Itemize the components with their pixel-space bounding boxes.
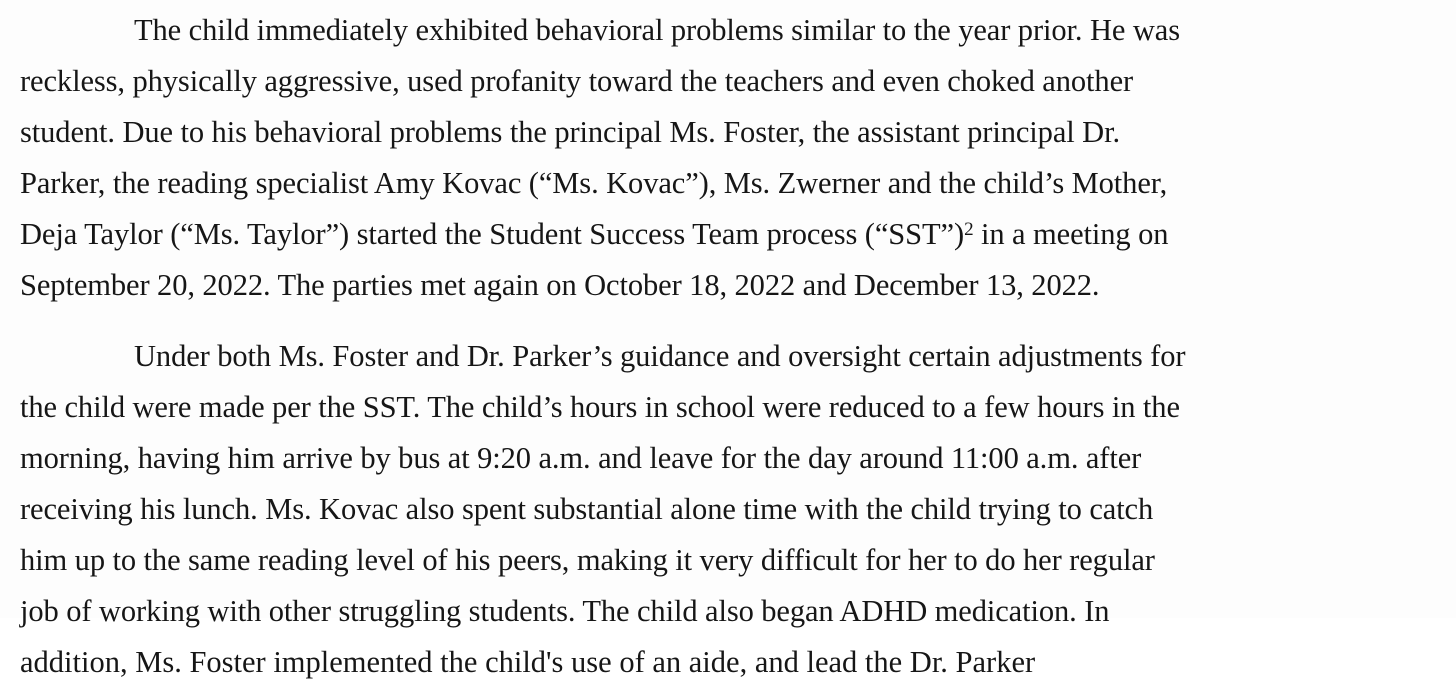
line-5-text-a: Deja Taylor (“Ms. Taylor”) started the Student Success Team process (“SST”)	[20, 217, 965, 251]
paragraph-2-line-4: receiving his lunch. Ms. Kovac also spent substantial alone time with the child trying to catch	[20, 492, 1154, 526]
paragraph-1-line-4: Parker, the reading specialist Amy Kovac (“Ms. Kovac”), Ms. Zwerner and the child’s Mother,	[20, 166, 1168, 200]
footnote-marker: 2	[964, 219, 974, 240]
line-5-text-b: in a meeting on	[973, 217, 1169, 251]
paragraph-1-line-5	[20, 217, 1168, 252]
paragraph-1-line-1: The child immediately exhibited behavioral problems similar to the year prior. He was	[134, 13, 1180, 47]
paragraph-2-line-2: the child were made per the SST. The child’s hours in school were reduced to a few hours in the	[20, 390, 1180, 424]
paragraph-2-line-1: Under both Ms. Foster and Dr. Parker’s guidance and oversight certain adjustments for	[134, 339, 1186, 373]
paragraph-2-line-3: morning, having him arrive by bus at 9:20 a.m. and leave for the day around 11:00 a.m. after	[20, 441, 1142, 475]
paragraph-2-line-5: him up to the same reading level of his peers, making it very difficult for her to do her regular	[20, 543, 1155, 577]
paragraph-2-line-7: addition, Ms. Foster implemented the child's use of an aide, and lead the Dr. Parker	[20, 645, 1036, 679]
paragraph-2-line-6: job of working with other struggling students. The child also began ADHD medication. In	[20, 594, 1110, 628]
paragraph-1-line-2: reckless, physically aggressive, used profanity toward the teachers and even choked another	[20, 64, 1134, 98]
paragraph-1-line-6: September 20, 2022. The parties met again on October 18, 2022 and December 13, 2022.	[20, 268, 1100, 302]
paragraph-1-line-3: student. Due to his behavioral problems the principal Ms. Foster, the assistant principal Dr.	[20, 115, 1120, 149]
